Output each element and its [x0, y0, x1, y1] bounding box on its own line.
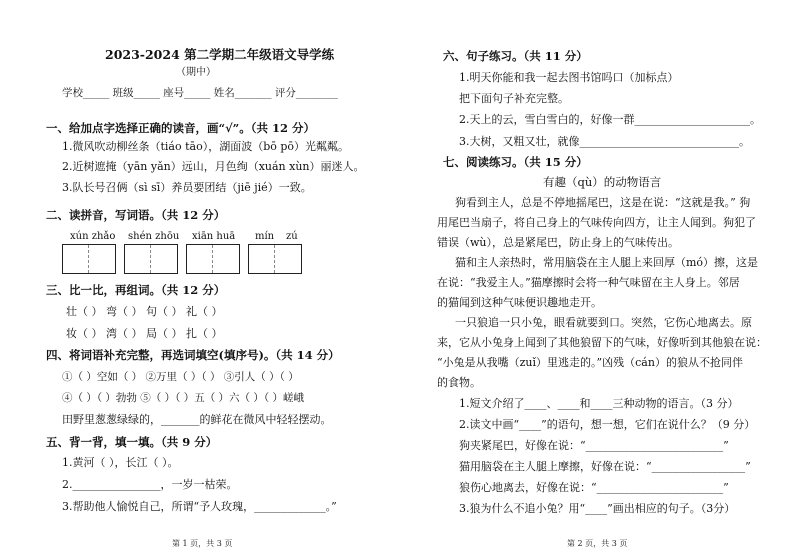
question-2-dog: 狗夹紧尾巴，好像在说：“_________________________” [459, 439, 729, 452]
worksheet-title: 2023-2024 第二学期二年级语文导学练 [105, 47, 335, 62]
article-p3-line-4: 的食物。 [437, 376, 481, 389]
article-p2-line-3: 的猫闻到这种气味便识趣地走开。 [437, 296, 602, 309]
writing-box-1[interactable] [62, 244, 116, 274]
article-p3-line-2: 来，它从小兔身上闻到了其他狼留下的气味，好像听到其他狼在说： [437, 336, 767, 349]
pinyin-3: xiān huā [192, 231, 236, 242]
article-p3-line-3: “小兔是从我嘴（zuǐ）里逃走的。”凶残（cán）的狼从不抢同伴 [437, 356, 743, 369]
section-4-heading: 四、将词语补充完整，再选词填空(填序号)。（共 14 分） [46, 348, 340, 362]
section-6-line-3: 2.天上的云，雪白雪白的，好像一群_____________________。 [459, 113, 761, 126]
section-5-line-3: 3.帮助他人愉悦自己，所谓“予人玫瑰，_____________。” [62, 500, 337, 513]
question-3: 3.狼为什么不追小兔？用“____”画出相应的句子。（3分） [459, 502, 736, 515]
article-p1-line-2: 用尾巴当扇子，将自己身上的气味传向四方，让主人闻到。狗犯了 [437, 216, 756, 229]
section-4-row-3: 田野里葱葱绿绿的，_______的鲜花在微风中轻轻摆动。 [62, 413, 332, 426]
article-p3-line-1: 一只狼追一只小兔，眼看就要到口。突然，它伤心地离去。原 [455, 316, 752, 329]
writing-box-3[interactable] [186, 244, 240, 274]
question-2-cat: 猫用脑袋在主人腿上摩擦，好像在说：“_________________” [459, 460, 751, 473]
worksheet-subtitle: （期中） [176, 67, 216, 78]
section-5-line-2: 2.________________，一岁一枯荣。 [62, 478, 238, 491]
article-p2-line-2: 在说：“我爱主人。”猫摩擦时会将一种气味留在主人身上。邻居 [437, 276, 740, 289]
pinyin-5: zú [286, 231, 298, 242]
right-page [397, 0, 794, 557]
writing-box-4[interactable] [248, 244, 302, 274]
article-title: 有趣（qù）的动物语言 [543, 175, 662, 189]
student-info-line: 学校_____ 班级_____ 座号_____ 姓名_______ 评分________ [62, 87, 338, 99]
article-p2-line-1: 猫和主人亲热时，常用脑袋在主人腿上来回厚（mó）擦，这是 [455, 256, 759, 269]
section-5-heading: 五、背一背，填一填。（共 9 分） [46, 435, 218, 449]
section-7-heading: 七、阅读练习。（共 15 分） [443, 155, 588, 169]
section-6-line-2: 把下面句子补充完整。 [459, 92, 569, 105]
article-p1-line-1: 狗看到主人，总是不停地摇尾巴，这是在说：“这就是我。” 狗 [455, 196, 751, 209]
pinyin-2: shén zhōu [128, 231, 180, 242]
section-4-row-1: ①（ ）空如（ ） ②万里（ ）（ ） ③引人（ ）（ ） [62, 371, 299, 383]
pinyin-1: xún zhǎo [70, 231, 116, 242]
writing-box-2[interactable] [124, 244, 178, 274]
section-1-line-1: 1.微风吹动柳丝条（tiáo tāo），湖面波（bō pō）光粼粼。 [62, 140, 350, 153]
page-footer-1: 第 1 页，共 3 页 [172, 539, 233, 548]
section-6-line-1: 1.明天你能和我一起去图书馆吗口（加标点） [459, 71, 679, 84]
question-2-wolf: 狼伤心地离去，好像在说：“_______________________” [459, 481, 729, 494]
pinyin-4: mín [255, 231, 275, 242]
section-2-heading: 二、读拼音，写词语。（共 12 分） [46, 208, 226, 222]
section-3-row-2: 妆（ ） 湾（ ） 局（ ） 扎（ ） [66, 327, 223, 340]
section-5-line-1: 1.黄河（ ），长江（ ）。 [62, 456, 179, 469]
question-1: 1.短文介绍了____、____和____三种动物的语言。（3 分） [459, 397, 739, 410]
section-1-heading: 一、给加点字选择正确的读音，画“√”。（共 12 分） [46, 121, 316, 135]
section-1-line-3: 3.队长号召俩（sì sī）养员要团结（jiē jié）一致。 [62, 181, 312, 194]
page-footer-2: 第 2 页，共 3 页 [567, 539, 628, 548]
question-2: 2.读文中画“____”的语句，想一想，它们在说什么？（9 分） [459, 418, 756, 431]
section-3-heading: 三、比一比，再组词。（共 12 分） [46, 283, 226, 297]
article-p1-line-3: 错误（wù），总是紧尾巴，防止身上的气味传出。 [437, 236, 679, 249]
section-6-heading: 六、句子练习。（共 11 分） [443, 49, 588, 63]
section-6-line-4: 3.大树，又粗又壮，就像_____________________________。 [459, 135, 750, 148]
section-1-line-2: 2.近树遮掩（yān yǎn）远山，月色绚（xuán xùn）丽迷人。 [62, 160, 365, 173]
section-3-row-1: 壮（ ） 弯（ ） 句（ ） 礼（ ） [66, 305, 223, 318]
section-4-row-2: ④（ ）（ ）勃勃 ⑤（ ）（ ）五（ ）六（ ）（ ）嵯峨 [62, 392, 304, 404]
